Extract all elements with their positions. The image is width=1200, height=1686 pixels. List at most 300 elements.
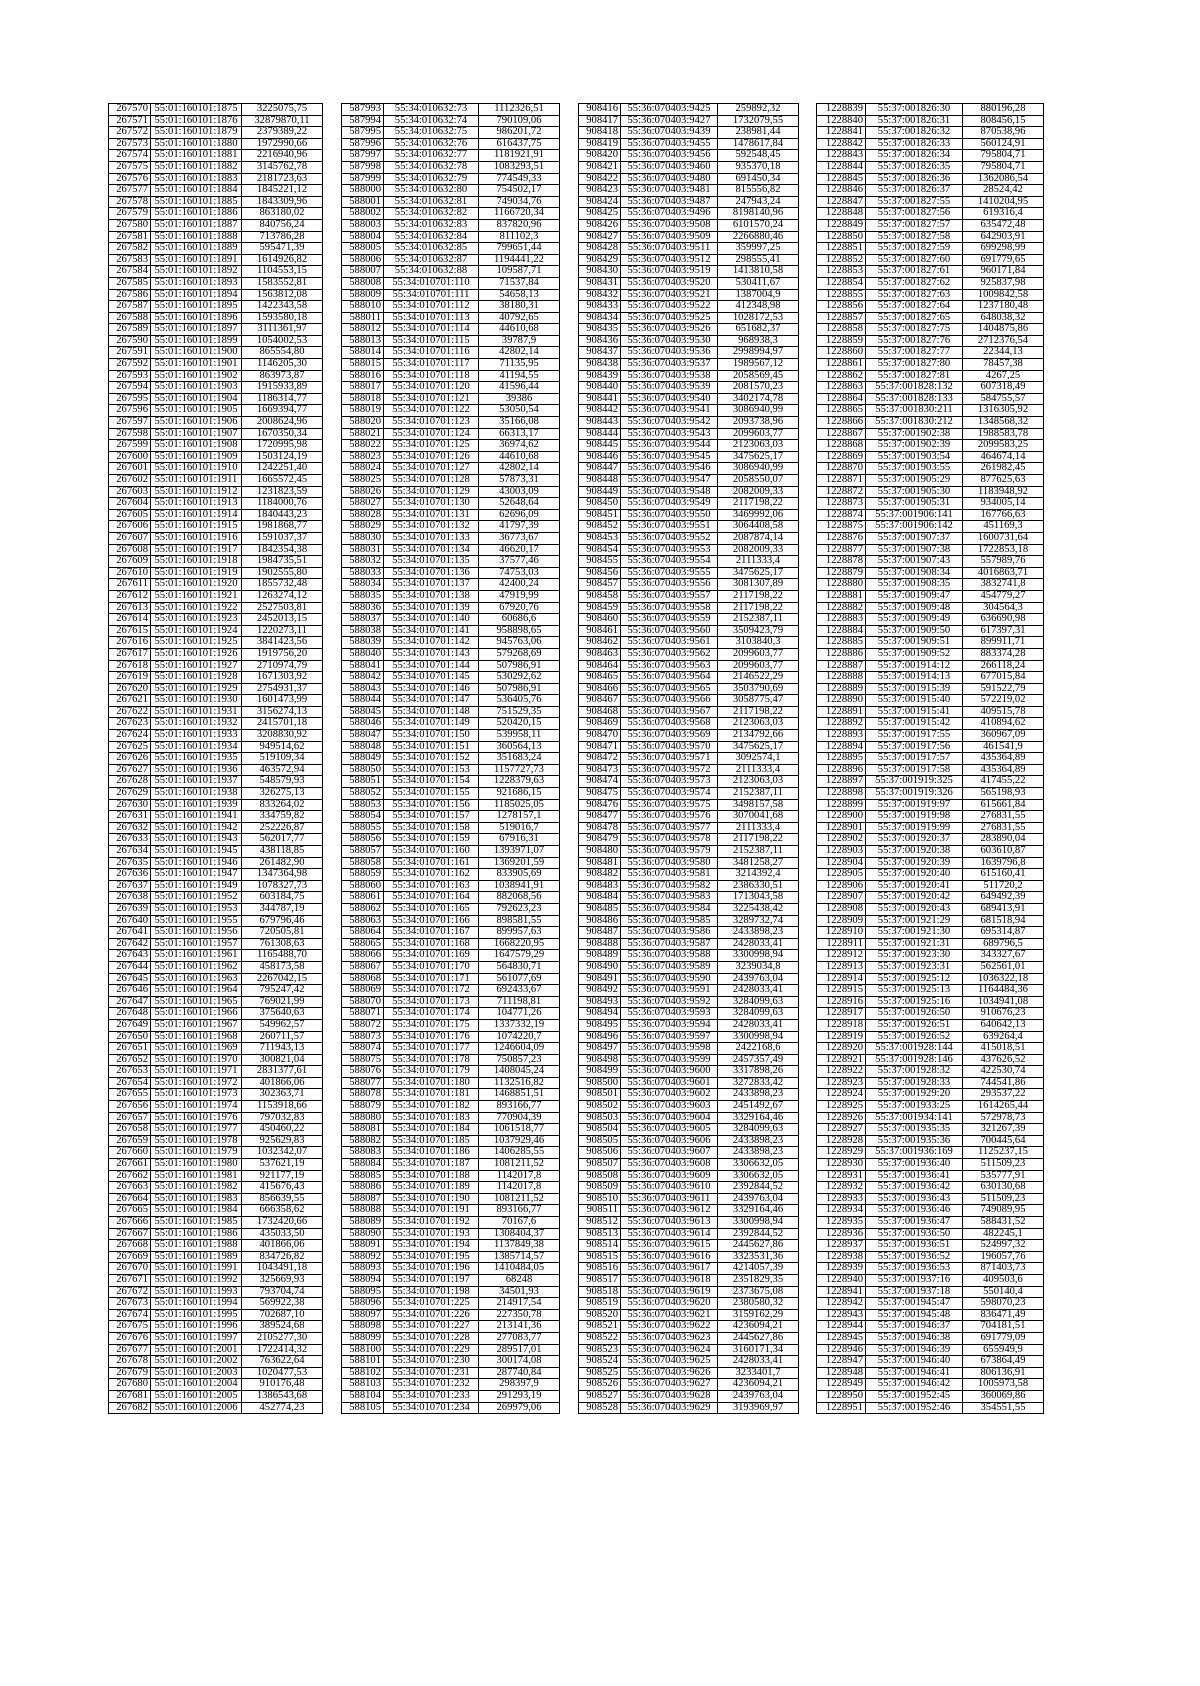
cadastral-number-cell: 55:37:001928:32 <box>866 1066 963 1078</box>
value-cell: 2216940,96 <box>242 150 323 162</box>
cadastral-number-cell: 55:36:070403:9578 <box>621 834 718 846</box>
table-row <box>109 857 323 869</box>
row-id-cell: 1228923 <box>817 1077 866 1089</box>
row-id-cell: 267632 <box>109 822 151 834</box>
table-row <box>579 104 799 116</box>
table-row <box>817 486 1044 498</box>
row-id-cell: 1228941 <box>817 1286 866 1298</box>
row-id-cell: 588059 <box>342 869 384 881</box>
cadastral-number-cell: 55:01:160101:1892 <box>151 266 242 278</box>
value-cell: 535777,91 <box>963 1170 1044 1182</box>
row-id-cell: 1228921 <box>817 1054 866 1066</box>
table-row <box>342 695 560 707</box>
cadastral-number-cell: 55:36:070403:9526 <box>621 324 718 336</box>
row-id-cell: 908526 <box>579 1379 621 1391</box>
cadastral-number-cell: 55:01:160101:1895 <box>151 301 242 313</box>
value-cell: 713786,28 <box>242 231 323 243</box>
table-row <box>817 359 1044 371</box>
value-cell: 259892,32 <box>718 104 799 116</box>
row-id-cell: 267614 <box>109 614 151 626</box>
cadastral-number-cell: 55:34:010632:74 <box>384 115 479 127</box>
row-id-cell: 267604 <box>109 498 151 510</box>
cadastral-number-cell: 55:36:070403:9564 <box>621 672 718 684</box>
value-cell: 2105277,30 <box>242 1332 323 1344</box>
row-id-cell: 1228852 <box>817 254 866 266</box>
value-cell: 511509,23 <box>963 1193 1044 1205</box>
table-row <box>342 1379 560 1391</box>
value-cell: 1137849,38 <box>479 1240 560 1252</box>
table-row <box>579 648 799 660</box>
row-id-cell: 588088 <box>342 1205 384 1217</box>
cadastral-number-cell: 55:34:010701:142 <box>384 637 479 649</box>
row-id-cell: 588082 <box>342 1135 384 1147</box>
row-id-cell: 908468 <box>579 706 621 718</box>
row-id-cell: 588015 <box>342 359 384 371</box>
cadastral-number-cell: 55:01:160101:1897 <box>151 324 242 336</box>
row-id-cell: 1228892 <box>817 718 866 730</box>
row-id-cell: 588105 <box>342 1402 384 1414</box>
cadastral-number-cell: 55:01:160101:1922 <box>151 602 242 614</box>
row-id-cell: 267649 <box>109 1019 151 1031</box>
value-cell: 702687,10 <box>242 1309 323 1321</box>
row-id-cell: 1228938 <box>817 1251 866 1263</box>
value-cell: 3233401,7 <box>718 1367 799 1379</box>
table-row <box>579 532 799 544</box>
table-row <box>109 1031 323 1043</box>
cadastral-number-cell: 55:34:010701:182 <box>384 1101 479 1113</box>
row-id-cell: 1228886 <box>817 648 866 660</box>
cadastral-number-cell: 55:01:160101:1905 <box>151 405 242 417</box>
value-cell: 2457357,49 <box>718 1054 799 1066</box>
table-row <box>817 1240 1044 1252</box>
cadastral-number-cell: 55:36:070403:9624 <box>621 1344 718 1356</box>
value-cell: 615160,41 <box>963 869 1044 881</box>
row-id-cell: 908416 <box>579 104 621 116</box>
row-id-cell: 588063 <box>342 915 384 927</box>
value-cell: 1061518,77 <box>479 1124 560 1136</box>
row-id-cell: 267641 <box>109 927 151 939</box>
value-cell: 42802,14 <box>479 347 560 359</box>
value-cell: 74753,03 <box>479 567 560 579</box>
row-id-cell: 588052 <box>342 788 384 800</box>
table-row <box>579 892 799 904</box>
row-id-cell: 908427 <box>579 231 621 243</box>
value-cell: 3329164,46 <box>718 1112 799 1124</box>
cadastral-number-cell: 55:36:070403:9455 <box>621 138 718 150</box>
cadastral-number-cell: 55:34:010701:133 <box>384 532 479 544</box>
cadastral-number-cell: 55:36:070403:9427 <box>621 115 718 127</box>
row-id-cell: 1228910 <box>817 927 866 939</box>
row-id-cell: 588101 <box>342 1356 384 1368</box>
table-row <box>579 625 799 637</box>
value-cell: 1194441,22 <box>479 254 560 266</box>
value-cell: 2117198,22 <box>718 602 799 614</box>
cadastral-number-cell: 55:34:010701:175 <box>384 1019 479 1031</box>
row-id-cell: 1228937 <box>817 1240 866 1252</box>
value-cell: 2152387,11 <box>718 614 799 626</box>
cadastral-number-cell: 55:36:070403:9574 <box>621 788 718 800</box>
value-cell: 300174,08 <box>479 1356 560 1368</box>
cadastral-number-cell: 55:36:070403:9439 <box>621 127 718 139</box>
cadastral-number-cell: 55:34:010701:180 <box>384 1077 479 1089</box>
value-cell: 699298,99 <box>963 243 1044 255</box>
cadastral-number-cell: 55:36:070403:9556 <box>621 579 718 591</box>
value-cell: 227350,78 <box>479 1309 560 1321</box>
row-id-cell: 587994 <box>342 115 384 127</box>
row-id-cell: 267639 <box>109 903 151 915</box>
cadastral-number-cell: 55:01:160101:1970 <box>151 1054 242 1066</box>
row-id-cell: 588089 <box>342 1217 384 1229</box>
value-cell: 795804,71 <box>963 161 1044 173</box>
row-id-cell: 267598 <box>109 428 151 440</box>
value-cell: 640642,13 <box>963 1019 1044 1031</box>
table-row <box>579 1217 799 1229</box>
row-id-cell: 1228848 <box>817 208 866 220</box>
value-cell: 2123063,03 <box>718 718 799 730</box>
table-row <box>579 1101 799 1113</box>
value-cell: 3475625,17 <box>718 741 799 753</box>
value-cell: 673864,49 <box>963 1356 1044 1368</box>
cadastral-number-cell: 55:34:010701:193 <box>384 1228 479 1240</box>
value-cell: 960171,84 <box>963 266 1044 278</box>
cadastral-number-cell: 55:36:070403:9540 <box>621 393 718 405</box>
table-row <box>579 277 799 289</box>
cadastral-number-cell: 55:36:070403:9555 <box>621 567 718 579</box>
value-cell: 616437,75 <box>479 138 560 150</box>
table-row <box>109 590 323 602</box>
cadastral-number-cell: 55:34:010701:226 <box>384 1309 479 1321</box>
table-row <box>817 208 1044 220</box>
cadastral-number-cell: 55:37:001827:59 <box>866 243 963 255</box>
table-row <box>109 822 323 834</box>
cadastral-number-cell: 55:01:160101:1957 <box>151 938 242 950</box>
table-row <box>817 335 1044 347</box>
row-id-cell: 267634 <box>109 846 151 858</box>
table-row <box>817 695 1044 707</box>
row-id-cell: 908444 <box>579 428 621 440</box>
cadastral-number-cell: 55:37:001827:63 <box>866 289 963 301</box>
value-cell: 603610,87 <box>963 846 1044 858</box>
value-cell: 2428033,41 <box>718 938 799 950</box>
value-cell: 2428033,41 <box>718 1019 799 1031</box>
row-id-cell: 908495 <box>579 1019 621 1031</box>
row-id-cell: 908483 <box>579 880 621 892</box>
table-row <box>579 985 799 997</box>
row-id-cell: 1228924 <box>817 1089 866 1101</box>
row-id-cell: 267613 <box>109 602 151 614</box>
cadastral-number-cell: 55:01:160101:1977 <box>151 1124 242 1136</box>
table-row <box>817 1390 1044 1402</box>
cadastral-number-cell: 55:36:070403:9509 <box>621 231 718 243</box>
row-id-cell: 908424 <box>579 196 621 208</box>
value-cell: 3509423,79 <box>718 625 799 637</box>
value-cell: 1722853,18 <box>963 544 1044 556</box>
value-cell: 1081211,52 <box>479 1193 560 1205</box>
row-id-cell: 267596 <box>109 405 151 417</box>
row-id-cell: 908504 <box>579 1124 621 1136</box>
value-cell: 2351829,35 <box>718 1274 799 1286</box>
value-cell: 1981868,77 <box>242 521 323 533</box>
cadastral-number-cell: 55:34:010701:132 <box>384 521 479 533</box>
table-row <box>579 1367 799 1379</box>
row-id-cell: 908505 <box>579 1135 621 1147</box>
row-id-cell: 908467 <box>579 695 621 707</box>
table-row <box>817 324 1044 336</box>
value-cell: 530292,62 <box>479 672 560 684</box>
value-cell: 412348,98 <box>718 301 799 313</box>
row-id-cell: 908452 <box>579 521 621 533</box>
cadastral-number-cell: 55:34:010701:231 <box>384 1367 479 1379</box>
row-id-cell: 588026 <box>342 486 384 498</box>
value-cell: 3086940,99 <box>718 463 799 475</box>
cadastral-number-cell: 55:34:010701:148 <box>384 706 479 718</box>
value-cell: 2117198,22 <box>718 834 799 846</box>
value-cell: 2099603,77 <box>718 660 799 672</box>
value-cell: 300821,04 <box>242 1054 323 1066</box>
value-cell: 52648,64 <box>479 498 560 510</box>
value-cell: 1614926,82 <box>242 254 323 266</box>
table-row <box>109 277 323 289</box>
value-cell: 562561,01 <box>963 961 1044 973</box>
table-row <box>579 1390 799 1402</box>
cadastral-number-cell: 55:37:001936:40 <box>866 1159 963 1171</box>
value-cell: 935370,18 <box>718 161 799 173</box>
row-id-cell: 267606 <box>109 521 151 533</box>
row-id-cell: 588016 <box>342 370 384 382</box>
table-row <box>109 161 323 173</box>
value-cell: 770904,39 <box>479 1112 560 1124</box>
row-id-cell: 1228908 <box>817 903 866 915</box>
cadastral-number-cell: 55:36:070403:9586 <box>621 927 718 939</box>
cadastral-number-cell: 55:01:160101:1996 <box>151 1321 242 1333</box>
value-cell: 790109,06 <box>479 115 560 127</box>
cadastral-number-cell: 55:34:010701:190 <box>384 1193 479 1205</box>
value-cell: 359997,25 <box>718 243 799 255</box>
cadastral-number-cell: 55:37:001921:31 <box>866 938 963 950</box>
cadastral-number-cell: 55:01:160101:1931 <box>151 706 242 718</box>
table-row <box>342 463 560 475</box>
table-row <box>579 219 799 231</box>
row-id-cell: 588057 <box>342 846 384 858</box>
value-cell: 763622,64 <box>242 1356 323 1368</box>
row-id-cell: 588034 <box>342 579 384 591</box>
table-row <box>817 231 1044 243</box>
cadastral-number-cell: 55:34:010701:195 <box>384 1251 479 1263</box>
cadastral-number-cell: 55:37:001937:16 <box>866 1274 963 1286</box>
cadastral-number-cell: 55:01:160101:1936 <box>151 764 242 776</box>
value-cell: 511509,23 <box>963 1159 1044 1171</box>
table-block-2 <box>341 103 560 1414</box>
row-id-cell: 908421 <box>579 161 621 173</box>
row-id-cell: 908528 <box>579 1402 621 1414</box>
row-id-cell: 1228940 <box>817 1274 866 1286</box>
cadastral-number-cell: 55:01:160101:1986 <box>151 1228 242 1240</box>
row-id-cell: 908487 <box>579 927 621 939</box>
value-cell: 2266880,46 <box>718 231 799 243</box>
row-id-cell: 1228943 <box>817 1309 866 1321</box>
cadastral-number-cell: 55:01:160101:1912 <box>151 486 242 498</box>
row-id-cell: 1228855 <box>817 289 866 301</box>
value-cell: 833264,02 <box>242 799 323 811</box>
value-cell: 38180,31 <box>479 301 560 313</box>
row-id-cell: 267626 <box>109 753 151 765</box>
row-id-cell: 1228928 <box>817 1135 866 1147</box>
value-cell: 1386543,68 <box>242 1390 323 1402</box>
row-id-cell: 908519 <box>579 1298 621 1310</box>
cadastral-number-cell: 55:34:010701:125 <box>384 440 479 452</box>
value-cell: 60686,6 <box>479 614 560 626</box>
cadastral-number-cell: 55:01:160101:1997 <box>151 1332 242 1344</box>
value-cell: 749034,76 <box>479 196 560 208</box>
cadastral-number-cell: 55:34:010701:157 <box>384 811 479 823</box>
value-cell: 3239034,8 <box>718 961 799 973</box>
value-cell: 3058775,47 <box>718 695 799 707</box>
cadastral-number-cell: 55:37:001827:65 <box>866 312 963 324</box>
table-row <box>817 1356 1044 1368</box>
cadastral-number-cell: 55:34:010632:87 <box>384 254 479 266</box>
value-cell: 677015,84 <box>963 672 1044 684</box>
table-row <box>579 764 799 776</box>
row-id-cell: 267656 <box>109 1101 151 1113</box>
table-row <box>817 521 1044 533</box>
table-row <box>342 950 560 962</box>
value-cell: 458173,58 <box>242 961 323 973</box>
row-id-cell: 587999 <box>342 173 384 185</box>
row-id-cell: 588051 <box>342 776 384 788</box>
value-cell: 464674,14 <box>963 451 1044 463</box>
cadastral-number-cell: 55:01:160101:1962 <box>151 961 242 973</box>
cadastral-number-cell: 55:37:001827:76 <box>866 335 963 347</box>
cadastral-number-cell: 55:37:001830:212 <box>866 417 963 429</box>
table-row <box>109 115 323 127</box>
table-row <box>579 1019 799 1031</box>
cadastral-number-cell: 55:37:001928:146 <box>866 1054 963 1066</box>
value-cell: 1408045,24 <box>479 1066 560 1078</box>
value-cell: 2146522,29 <box>718 672 799 684</box>
value-cell: 2710974,79 <box>242 660 323 672</box>
cadastral-number-cell: 55:01:160101:1891 <box>151 254 242 266</box>
table-row <box>579 509 799 521</box>
row-id-cell: 267601 <box>109 463 151 475</box>
cadastral-number-cell: 55:36:070403:9592 <box>621 996 718 1008</box>
cadastral-number-cell: 55:37:001926:50 <box>866 1008 963 1020</box>
table-row <box>579 938 799 950</box>
table-row <box>817 567 1044 579</box>
cadastral-number-cell: 55:01:160101:1943 <box>151 834 242 846</box>
table-row <box>342 440 560 452</box>
cadastral-number-cell: 55:37:001826:35 <box>866 161 963 173</box>
table-row <box>579 950 799 962</box>
value-cell: 2998994,97 <box>718 347 799 359</box>
value-cell: 986201,72 <box>479 127 560 139</box>
cadastral-number-cell: 55:37:001920:40 <box>866 869 963 881</box>
cadastral-number-cell: 55:36:070403:9569 <box>621 730 718 742</box>
cadastral-number-cell: 55:01:160101:1906 <box>151 417 242 429</box>
cadastral-number-cell: 55:34:010701:173 <box>384 996 479 1008</box>
cadastral-number-cell: 55:36:070403:9487 <box>621 196 718 208</box>
table-row <box>342 417 560 429</box>
value-cell: 1665572,45 <box>242 475 323 487</box>
value-cell: 28524,42 <box>963 185 1044 197</box>
cadastral-number-cell: 55:34:010701:144 <box>384 660 479 672</box>
table-row <box>109 521 323 533</box>
value-cell: 689796,5 <box>963 938 1044 950</box>
row-id-cell: 588042 <box>342 672 384 684</box>
row-id-cell: 1228911 <box>817 938 866 950</box>
value-cell: 591522,79 <box>963 683 1044 695</box>
table-row <box>817 706 1044 718</box>
row-id-cell: 588094 <box>342 1274 384 1286</box>
table-row <box>579 1170 799 1182</box>
cadastral-number-cell: 55:37:001936:50 <box>866 1228 963 1240</box>
value-cell: 360967,09 <box>963 730 1044 742</box>
value-cell: 252226,87 <box>242 822 323 834</box>
table-row <box>817 138 1044 150</box>
table-row <box>579 1008 799 1020</box>
cadastral-number-cell: 55:01:160101:1937 <box>151 776 242 788</box>
row-id-cell: 588078 <box>342 1089 384 1101</box>
table-row <box>817 173 1044 185</box>
row-id-cell: 267586 <box>109 289 151 301</box>
value-cell: 415676,43 <box>242 1182 323 1194</box>
table-row <box>817 625 1044 637</box>
table-row <box>579 440 799 452</box>
cadastral-number-cell: 55:34:010632:81 <box>384 196 479 208</box>
value-cell: 1078327,73 <box>242 880 323 892</box>
cadastral-number-cell: 55:01:160101:1881 <box>151 150 242 162</box>
value-cell: 1263274,12 <box>242 590 323 602</box>
value-cell: 774549,33 <box>479 173 560 185</box>
row-id-cell: 908422 <box>579 173 621 185</box>
value-cell: 750857,23 <box>479 1054 560 1066</box>
value-cell: 2433898,23 <box>718 927 799 939</box>
value-cell: 564830,71 <box>479 961 560 973</box>
table-row <box>579 973 799 985</box>
cadastral-number-cell: 55:37:001915:40 <box>866 695 963 707</box>
row-id-cell: 267633 <box>109 834 151 846</box>
table-row <box>817 277 1044 289</box>
table-row <box>817 764 1044 776</box>
cadastral-number-cell: 55:36:070403:9551 <box>621 521 718 533</box>
row-id-cell: 588014 <box>342 347 384 359</box>
row-id-cell: 908500 <box>579 1077 621 1089</box>
row-id-cell: 1228932 <box>817 1182 866 1194</box>
cadastral-number-cell: 55:34:010701:156 <box>384 799 479 811</box>
table-row <box>342 521 560 533</box>
row-id-cell: 267611 <box>109 579 151 591</box>
value-cell: 42802,14 <box>479 463 560 475</box>
table-row <box>817 741 1044 753</box>
row-id-cell: 267664 <box>109 1193 151 1205</box>
value-cell: 3289732,74 <box>718 915 799 927</box>
row-id-cell: 1228914 <box>817 973 866 985</box>
value-cell: 511720,2 <box>963 880 1044 892</box>
cadastral-number-cell: 55:36:070403:9425 <box>621 104 718 116</box>
table-row <box>579 359 799 371</box>
row-id-cell: 267607 <box>109 532 151 544</box>
cadastral-number-cell: 55:36:070403:9584 <box>621 903 718 915</box>
table-row <box>342 1390 560 1402</box>
value-cell: 409515,78 <box>963 706 1044 718</box>
value-cell: 1166720,34 <box>479 208 560 220</box>
cadastral-number-cell: 55:36:070403:9539 <box>621 382 718 394</box>
row-id-cell: 908461 <box>579 625 621 637</box>
row-id-cell: 588068 <box>342 973 384 985</box>
value-cell: 3225438,42 <box>718 903 799 915</box>
cadastral-number-cell: 55:36:070403:9621 <box>621 1309 718 1321</box>
value-cell: 792623,23 <box>479 903 560 915</box>
row-id-cell: 908433 <box>579 301 621 313</box>
